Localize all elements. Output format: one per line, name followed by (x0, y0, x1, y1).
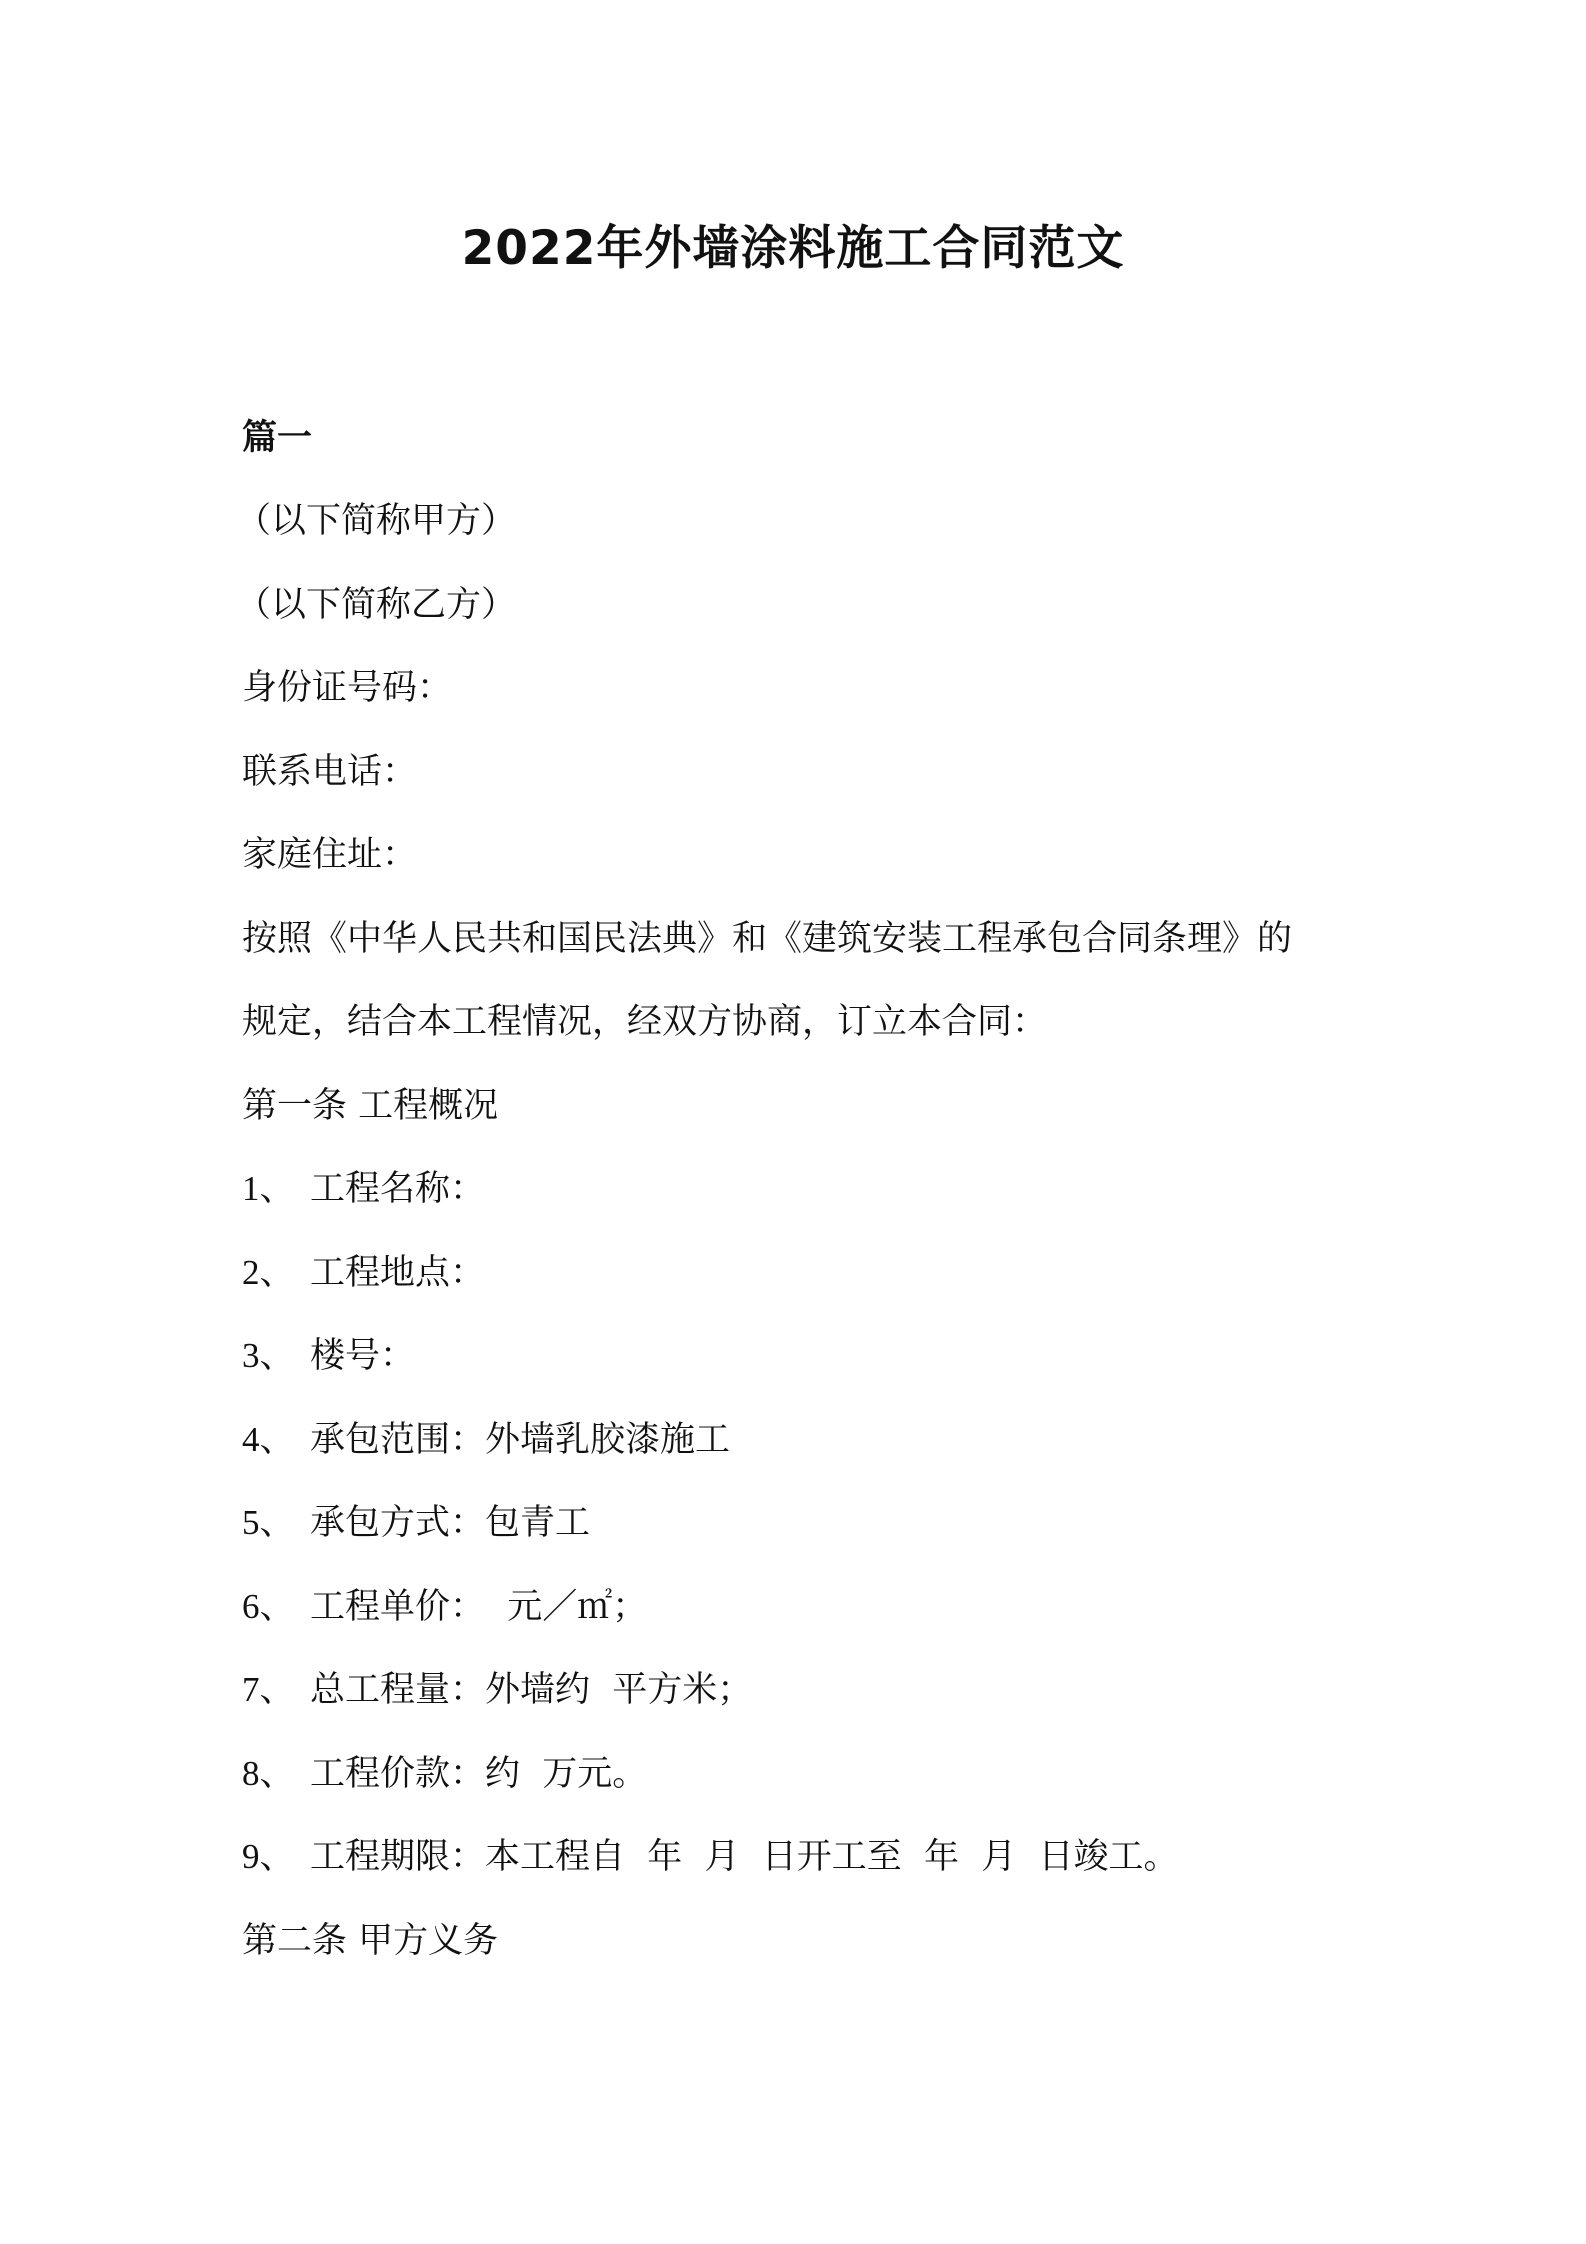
list-item-number: 4、 (242, 1420, 295, 1459)
article-1-heading (242, 1081, 498, 1131)
intro-paragraph-line-2: 规定，结合本工程情况，经双方协商，订立本合同： (242, 1002, 1048, 1042)
section-heading: 篇一 (242, 418, 313, 458)
list-item-text: 工程地点： (310, 1253, 486, 1293)
list-item (242, 1415, 730, 1465)
document-title: 2022年外墙涂料施工合同范文 (461, 221, 1125, 276)
list-item-text: 工程名称： (310, 1169, 486, 1209)
phone-line: 联系电话： (242, 752, 418, 792)
article-2-number: 第二条 (242, 1921, 348, 1961)
list-item-text: 工程期限：本工程自 年 月 日开工至 年 月 日竣工。 (310, 1837, 1179, 1877)
article-2-title: 甲方义务 (358, 1921, 499, 1961)
address-line: 家庭住址： (242, 835, 418, 875)
list-item (242, 1832, 1179, 1882)
article-2-heading (242, 1916, 498, 1966)
article-1-number: 第一条 (242, 1086, 348, 1126)
list-item-text: 楼号： (310, 1336, 416, 1376)
list-item (242, 1582, 647, 1632)
party-b-line: （以下简称乙方） (236, 585, 517, 625)
list-item-text: 工程单价： 元／㎡； (310, 1587, 648, 1627)
article-1-title: 工程概况 (358, 1086, 499, 1126)
list-item-text: 承包方式：包青工 (310, 1503, 591, 1543)
list-item-number: 7、 (242, 1670, 295, 1709)
list-item-number: 9、 (242, 1837, 295, 1876)
list-item-number: 3、 (242, 1336, 295, 1375)
id-number-line: 身份证号码： (242, 668, 453, 708)
list-item-text: 承包范围：外墙乳胶漆施工 (310, 1420, 731, 1460)
list-item-number: 6、 (242, 1587, 295, 1626)
list-item (242, 1665, 752, 1715)
list-item (242, 1498, 590, 1548)
party-a-line: （以下简称甲方） (236, 501, 517, 541)
list-item (242, 1164, 485, 1214)
intro-paragraph-line-1: 按照《中华人民共和国民法典》和《建筑安装工程承包合同条理》的 (242, 919, 1293, 959)
list-item (242, 1331, 415, 1381)
list-item-text: 总工程量：外墙约 平方米； (310, 1670, 753, 1710)
list-item-number: 8、 (242, 1754, 295, 1793)
list-item (242, 1248, 485, 1298)
list-item-number: 2、 (242, 1253, 295, 1292)
list-item-number: 1、 (242, 1169, 295, 1208)
list-item-text: 工程价款：约 万元。 (310, 1754, 648, 1794)
list-item (242, 1749, 647, 1799)
list-item-number: 5、 (242, 1503, 295, 1542)
